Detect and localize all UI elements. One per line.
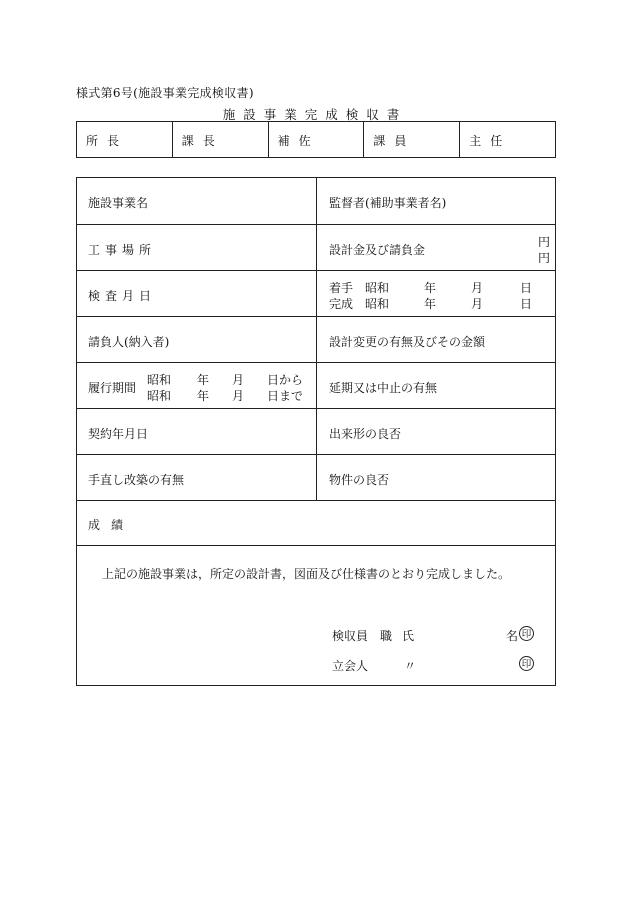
approval-cell-section-chief: 課長 [173, 122, 269, 157]
table-row [77, 500, 555, 545]
approval-cell-officer: 主任 [469, 134, 512, 148]
witness-ditto: 〃 [404, 659, 417, 673]
period-from-day: 日から [267, 373, 304, 387]
document-title: 施設事業完成検収書 [222, 107, 408, 122]
complete-day: 日 [520, 297, 533, 311]
approval-cell-director: 所長 [77, 122, 173, 157]
item-quality-label: 物件の良否 [329, 473, 390, 487]
design-amount-label: 設計金及び請負金 [329, 243, 426, 257]
witness-seal-icon: 印 [519, 656, 534, 671]
result-label: 成績 [88, 518, 135, 532]
statement-section [77, 545, 555, 685]
contract-date-label: 契約年月日 [88, 427, 149, 441]
approval-cell-assistant: 補佐 [269, 122, 365, 157]
table-row [77, 316, 555, 362]
period-to-era: 昭和 [147, 389, 172, 403]
start-month: 月 [471, 281, 484, 295]
inspector-name: 氏 [402, 629, 415, 643]
supervisor-label: 監督者(補助事業者名) [329, 196, 447, 210]
yen-unit-contract: 円 [538, 251, 551, 265]
workmanship-label: 出来形の良否 [329, 427, 402, 441]
inspector-name-suffix: 名 [506, 629, 519, 643]
facility-name-label: 施設事業名 [88, 196, 149, 210]
period-from-month: 月 [232, 373, 245, 387]
form-number-label: 様式第6号(施設事業完成検収書) [76, 86, 254, 100]
inspector-post: 職 [380, 629, 393, 643]
completion-statement: 上記の施設事業は，所定の設計書，図面及び仕様書のとおり完成しました。 [102, 567, 511, 581]
start-day: 日 [520, 281, 533, 295]
complete-era: 昭和 [365, 297, 390, 311]
witness-label: 立会人 [332, 659, 369, 673]
start-year: 年 [424, 281, 437, 295]
yen-unit-design: 円 [538, 235, 551, 249]
period-to-year: 年 [197, 389, 210, 403]
period-label: 履行期間 [88, 381, 137, 395]
approval-cell-staff: 課員 [364, 122, 460, 157]
start-label: 着手 [329, 281, 354, 295]
period-from-year: 年 [197, 373, 210, 387]
period-to-month: 月 [232, 389, 245, 403]
start-era: 昭和 [365, 281, 390, 295]
table-row [77, 224, 555, 270]
extension-label: 延期又は中止の有無 [329, 381, 438, 395]
contractor-label: 請負人(納入者) [88, 335, 170, 349]
repair-label: 手直し改築の有無 [88, 473, 185, 487]
complete-month: 月 [471, 297, 484, 311]
inspection-date-label: 検査月日 [88, 289, 157, 303]
table-row [77, 408, 555, 454]
period-to-day: 日まで [267, 389, 304, 403]
complete-year: 年 [424, 297, 437, 311]
table-row [77, 362, 555, 408]
design-change-label: 設計変更の有無及びその金額 [329, 335, 486, 349]
complete-label: 完成 [329, 297, 354, 311]
site-label: 工事場所 [88, 243, 157, 257]
period-from-era: 昭和 [147, 373, 172, 387]
table-row [77, 178, 555, 224]
table-row [77, 454, 555, 500]
approval-stamp-row [76, 121, 556, 158]
inspection-table [76, 177, 556, 686]
table-row [77, 270, 555, 316]
inspector-seal-icon: 印 [519, 626, 534, 641]
inspector-label: 検収員 [332, 629, 369, 643]
